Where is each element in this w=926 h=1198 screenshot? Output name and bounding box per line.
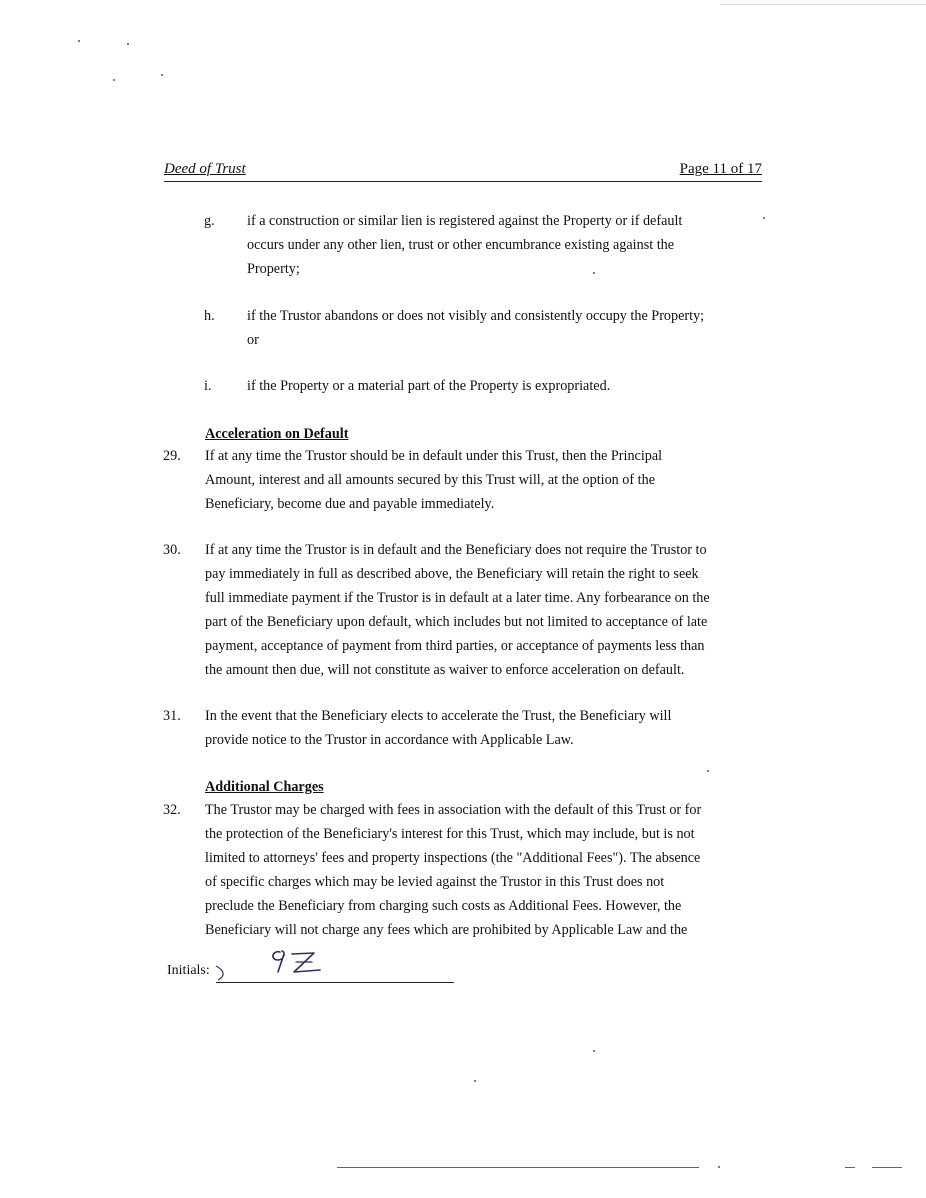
scan-edge-line: [872, 1167, 902, 1168]
text-line: pay immediately in full as described above, the Beneficiary will retain the right to seek: [205, 566, 699, 582]
text-line: Beneficiary will not charge any fees which are prohibited by Applicable Law and the: [205, 922, 688, 938]
text-line: the protection of the Beneficiary's interest for this Trust, which may include, but is not: [205, 826, 695, 842]
scan-speck: [474, 1080, 476, 1082]
paragraph-text: [205, 704, 765, 752]
text-line: In the event that the Beneficiary elects to accelerate the Trust, the Beneficiary will: [205, 708, 672, 724]
list-item-text: [247, 209, 767, 281]
text-line: payment, acceptance of payment from third parties, or acceptance of payments less than: [205, 638, 705, 654]
text-line: limited to attorneys' fees and property inspections (the "Additional Fees"). The absence: [205, 850, 701, 866]
text-line: occurs under any other lien, trust or other encumbrance existing against the: [247, 237, 675, 253]
paragraph-text: [205, 444, 765, 516]
initials-label: Initials:: [167, 963, 210, 978]
item-letter: g.: [204, 213, 215, 229]
list-item-text: [247, 374, 767, 398]
list-item-text: [247, 304, 767, 352]
item-letter: i.: [204, 378, 212, 394]
paragraph-number: 29.: [163, 448, 181, 464]
scan-speck: [593, 1050, 595, 1052]
initials-line: [216, 982, 454, 983]
scan-speck: [78, 40, 80, 42]
text-line: If at any time the Trustor is in default and the Beneficiary does not require the Trustor to: [205, 542, 707, 558]
text-line: provide notice to the Trustor in accordance with Applicable Law.: [205, 732, 574, 748]
document-title: Deed of Trust: [164, 161, 246, 177]
text-line: Beneficiary, become due and payable immediately.: [205, 496, 495, 512]
page-number: Page 11 of 17: [679, 161, 762, 177]
text-line: if the Property or a material part of the Property is expropriated.: [247, 378, 611, 394]
scan-speck: [718, 1166, 720, 1168]
paragraph-text: [205, 798, 765, 942]
section-heading: Additional Charges: [205, 779, 324, 795]
scan-edge-line: [337, 1167, 699, 1168]
item-letter: h.: [204, 308, 215, 324]
paragraph-number: 32.: [163, 802, 181, 818]
text-line: of specific charges which may be levied against the Trustor in this Trust does not: [205, 874, 665, 890]
scan-speck: [593, 272, 595, 274]
text-line: preclude the Beneficiary from charging such costs as Additional Fees. However, the: [205, 898, 682, 914]
text-line: Amount, interest and all amounts secured by this Trust will, at the option of the: [205, 472, 656, 488]
scan-speck: [707, 770, 709, 772]
paragraph-number: 31.: [163, 708, 181, 724]
text-line: Property;: [247, 261, 300, 277]
text-line: part of the Beneficiary upon default, which includes but not limited to acceptance of late: [205, 614, 708, 630]
scan-edge-line: [845, 1167, 855, 1168]
scan-speck: [113, 79, 115, 81]
text-line: if the Trustor abandons or does not visibly and consistently occupy the Property;: [247, 308, 705, 324]
handwritten-initials: [268, 942, 328, 982]
text-line: If at any time the Trustor should be in default under this Trust, then the Principal: [205, 448, 663, 464]
paragraph-text: [205, 538, 765, 682]
text-line: The Trustor may be charged with fees in association with the default of this Trust or for: [205, 802, 702, 818]
signature-stroke-mark: [212, 964, 232, 982]
scan-edge-line: [720, 4, 926, 5]
section-heading: Acceleration on Default: [205, 426, 349, 442]
text-line: or: [247, 332, 259, 348]
text-line: the amount then due, will not constitute as waiver to enforce acceleration on default.: [205, 662, 685, 678]
text-line: if a construction or similar lien is registered against the Property or if default: [247, 213, 683, 229]
page-header: [164, 161, 762, 182]
paragraph-number: 30.: [163, 542, 181, 558]
scan-speck: [763, 217, 765, 219]
scan-speck: [161, 74, 163, 76]
scan-speck: [127, 43, 129, 45]
text-line: full immediate payment if the Trustor is in default at a later time. Any forbearance on the: [205, 590, 710, 606]
